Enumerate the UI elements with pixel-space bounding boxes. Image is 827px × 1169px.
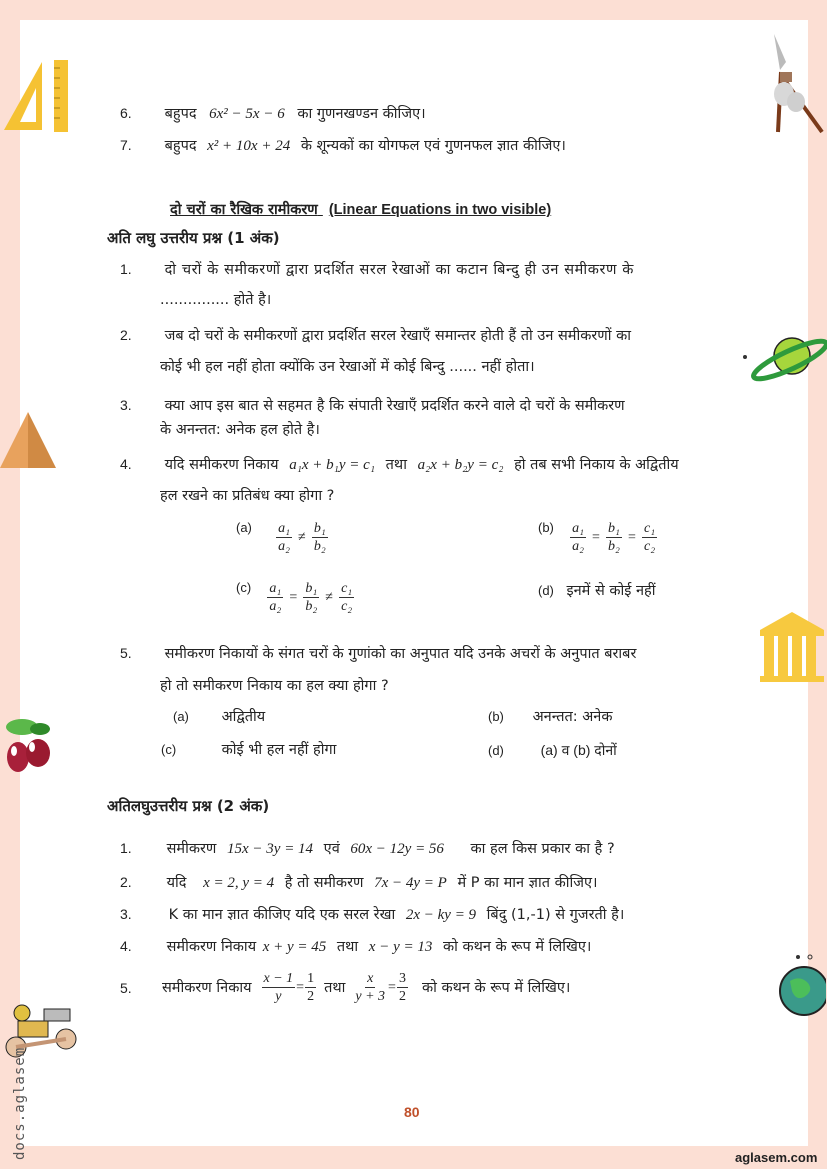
vsa1-q3-line2: के अनन्तत: अनेक हल होते है।	[160, 422, 320, 438]
vsa1-q4: 4. यदि समीकरण निकाय a₁x + b₁y = c₁ तथा a₂x + b₂y = c₂ हो तब सभी निकाय के अद्वितीय	[120, 456, 679, 473]
vsa1-q2: 2. जब दो चरों के समीकरणों द्वारा प्रदर्शित सरल रेखाएँ समान्तर होती हैं तो उन समीकरणों का	[120, 327, 632, 344]
question-6: 6. बहुपद 6x² − 5x − 6 का गुणनखण्डन कीजिए।	[120, 105, 426, 122]
page-number: 80	[404, 1104, 420, 1120]
brand-text: aglasem.com	[735, 1150, 818, 1165]
vsa1-q1-line2: ............... होते है।	[160, 292, 272, 308]
vsa2-q4: 4. समीकरण निकाय x + y = 45 तथा x − y = 13 को कथन के रूप में लिखिए।	[120, 938, 592, 955]
one-mark-heading: अति लघु उत्तरीय प्रश्न (1 अंक)	[107, 229, 280, 247]
q4-option-c: $^{(c)}$ $\frac{\text{a₁}}{\text{a₂}}$ = $\frac{\text{b₁}}{\text{b₂}}$ ≠ $\frac{\text{c₁}}{\text{c₂}}$	[236, 580, 353, 614]
q5-option-c: (c) कोई भी हल नहीं होगा	[161, 742, 337, 758]
two-mark-heading: अतिलघुउत्तरीय प्रश्न (2 अंक)	[107, 797, 270, 815]
vsa2-q5: 5. समीकरण निकाय $\frac{x - 1}{y}$ = $\frac{1}{2}$ तथा $\frac{x}{y + 3}$ = $\frac{3}{2}$ को कथन के रूप में लिखिए।	[120, 971, 571, 1004]
q4-option-a: $^{(a)}$ $\frac{\text{a₁}}{\text{a₂}}$ ≠ $\frac{\text{b₁}}{\text{b₂}}$	[236, 520, 326, 554]
ruler-setsquare-icon	[2, 60, 68, 135]
section-title: दो चरों का रैखिक रामीकरण (Linear Equations in two visible)	[170, 202, 552, 218]
side-watermark: docs.aglasem	[12, 1046, 28, 1160]
pyramid-icon	[0, 410, 58, 470]
q5-option-d: (d) (a) व (b) दोनों	[488, 742, 617, 758]
q5-option-b: (b) अनन्तत: अनेक	[488, 709, 613, 725]
vsa1-q1: 1. दो चरों के समीकरणों द्वारा प्रदर्शित सरल रेखाओं का कटान बिन्दु ही उन समीकरण के	[120, 261, 635, 278]
q4-option-d: (d) इनमें से कोई नहीं	[538, 583, 656, 599]
vsa2-q1: 1. समीकरण 15x − 3y = 14 एवं 60x − 12y = 56 का हल किस प्रकार का है ?	[120, 840, 615, 857]
question-7: 7. बहुपद x² + 10x + 24 के शून्यकों का योगफल एवं गुणनफल ज्ञात कीजिए।	[120, 137, 566, 154]
q4-option-b: $^{(b)}$ $\frac{\text{a₁}}{\text{a₂}}$ = $\frac{\text{b₁}}{\text{b₂}}$ = $\frac{\text{c₁}}{\text{c₂}}$	[538, 520, 656, 554]
vsa1-q4-line2: हल रखने का प्रतिबंध क्या होगा ?	[160, 488, 335, 504]
stone-tools-icon	[766, 32, 826, 137]
planet-icon	[740, 330, 827, 385]
vsa2-q3: 3. K का मान ज्ञात कीजिए यदि एक सरल रेखा 2x − ky = 9 बिंदु (1,-1) से गुजरती है।	[120, 906, 625, 923]
vsa1-q3: 3. क्या आप इस बात से सहमत है कि संपाती रेखाएँ प्रदर्शित करने वाले दो चरों के समीकरण	[120, 397, 625, 414]
vsa1-q2-line2: कोई भी हल नहीं होता क्योंकि उन रेखाओं में कोई बिन्दु ...... नहीं होता।	[160, 359, 535, 375]
vsa1-q5: 5. समीकरण निकायों के संगत चरों के गुणांको का अनुपात यदि उनके अचरों के अनुपात बराबर	[120, 645, 637, 662]
globe-icon	[776, 945, 826, 1020]
q5-option-a: (a) अद्वितीय	[173, 709, 266, 725]
cherries-icon	[2, 705, 60, 780]
vsa1-q5-line2: हो तो समीकरण निकाय का हल क्या होगा ?	[160, 678, 389, 694]
temple-pillars-icon	[758, 610, 827, 685]
vsa2-q2: 2. यदि x = 2, y = 4 है तो समीकरण 7x − 4y = P में P का मान ज्ञात कीजिए।	[120, 874, 598, 891]
